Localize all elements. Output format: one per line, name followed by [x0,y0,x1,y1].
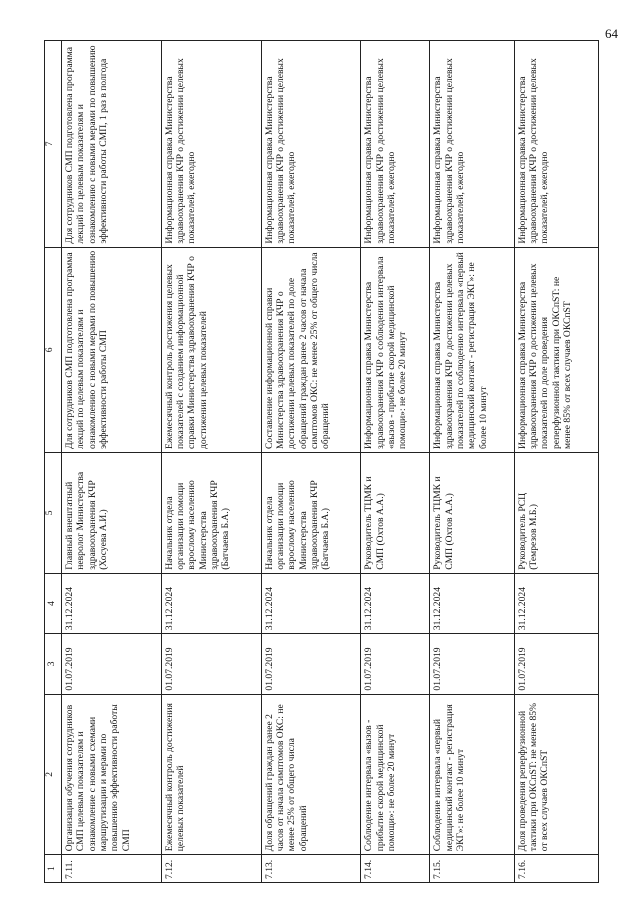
task-cell: Доля обращений граждан ранее 2 часов от начала симптомов ОКС: не менее 25% от общего числа обращений [261,694,361,855]
end-date-cell: 31.12.2024 [430,573,514,633]
header-col-1: 1 [45,855,62,883]
responsible-cell: Начальник отдела организации помощи взрослому населению Министерства здравоохранения КЧР (Батчаева Б.А.) [161,452,261,573]
row-number: 7.14. [361,855,430,883]
table-row [514,41,598,883]
row-number: 7.13. [261,855,361,883]
start-date-cell: 01.07.2019 [161,634,261,694]
control-cell: Информационная справка Министерства здравоохранения КЧР о достижении целевых показателей, ежегодно [161,41,261,248]
task-cell: Организация обучения сотрудников СМП целевым показателям и ознакомление с новыми схемами маршрутизации и мерами по повышению эффективности работы СМП [62,694,162,855]
end-date-cell: 31.12.2024 [161,573,261,633]
header-col-4: 4 [45,573,62,633]
row-number: 7.16. [514,855,598,883]
table-row [430,41,514,883]
start-date-cell: 01.07.2019 [514,634,598,694]
start-date-cell: 01.07.2019 [430,634,514,694]
control-cell: Информационная справка Министерства здравоохранения КЧР о достижении целевых показателей, ежегодно [261,41,361,248]
start-date-cell: 01.07.2019 [261,634,361,694]
header-col-6: 6 [45,247,62,452]
page-number: 64 [605,26,618,41]
responsible-cell: Начальник отдела организации помощи взрослому населению Министерства здравоохранения КЧР (Батчаева Б.А.) [261,452,361,573]
table-row [161,41,261,883]
control-cell: Информационная справка Министерства здравоохранения КЧР о достижении целевых показателей, ежегодно [361,41,430,248]
control-cell: Информационная справка Министерства здравоохранения КЧР о достижении целевых показателей, ежегодно [514,41,598,248]
control-cell: Информационная справка Министерства здравоохранения КЧР о достижении целевых показателей, ежегодно [430,41,514,248]
result-cell: Ежемесячный контроль достижения целевых показателей с созданием информационной справки Министерства здравоохранения КЧР о достижении целевых показателей [161,247,261,452]
action-plan-table [44,40,599,883]
task-cell: Соблюдение интервала «вызов - прибытие скорой медицинской помощи»: не более 20 минут [361,694,430,855]
row-number: 7.11. [62,855,162,883]
responsible-cell: Руководитель РСЦ (Темрезов М.Б.) [514,452,598,573]
end-date-cell: 31.12.2024 [361,573,430,633]
row-number: 7.12. [161,855,261,883]
table-row [62,41,162,883]
responsible-cell: Руководитель ТЦМК и СМП (Охтов А.А.) [430,452,514,573]
task-cell: Соблюдение интервала «первый медицинский контакт - регистрация ЭКГ»: не более 10 минут [430,694,514,855]
row-number: 7.15. [430,855,514,883]
table-row [261,41,361,883]
task-cell: Ежемесячный контроль достижения целевых показателей [161,694,261,855]
result-cell: Для сотрудников СМП подготовлена программа лекций по целевым показателям и ознакомлению с новыми мерами по повышению эффективности работы СМП [62,247,162,452]
rotated-table-container [44,40,599,883]
header-col-7: 7 [45,41,62,248]
end-date-cell: 31.12.2024 [62,573,162,633]
header-col-5: 5 [45,452,62,573]
end-date-cell: 31.12.2024 [261,573,361,633]
result-cell: Информационная справка Министерства здравоохранения КЧР о достижении целевых показателей по доле проведения реперфузионной тактики при ОКСпST: не менее 85% от всех случаев ОКСпST [514,247,598,452]
header-col-3: 3 [45,634,62,694]
control-cell: Для сотрудников СМП подготовлена программа лекций по целевым показателям и ознакомлению с новыми мерами по повышению эффективности работы СМП, 1 раз в полгода [62,41,162,248]
table-row [361,41,430,883]
responsible-cell: Руководитель ТЦМК и СМП (Охтов А.А.) [361,452,430,573]
start-date-cell: 01.07.2019 [62,634,162,694]
start-date-cell: 01.07.2019 [361,634,430,694]
task-cell: Доля проведения реперфузионной тактики при ОКСпST: не менее 85% от всех случаев ОКСпST [514,694,598,855]
header-col-2: 2 [45,694,62,855]
end-date-cell: 31.12.2024 [514,573,598,633]
result-cell: Составление информационной справки Министерства здравоохранения КЧР о достижении целевых показателей по доле обращений граждан ранее 2 часов от начала симптомов ОКС: не менее 25% от общего числа обращений [261,247,361,452]
responsible-cell: Главный внештатный невролог Министерства здравоохранения КЧР (Хосуева А.И.) [62,452,162,573]
rotated-page-area [44,40,599,883]
header-row [45,41,62,883]
result-cell: Информационная справка Министерства здравоохранения КЧР о достижении целевых показателей по соблюдению интервала «первый медицинский контакт - регистрация ЭКГ»: не более 10 минут [430,247,514,452]
result-cell: Информационная справка Министерства здравоохранения КЧР о соблюдении интервала «вызов - прибытие скорой медицинской помощи»: не более 20 минут [361,247,430,452]
